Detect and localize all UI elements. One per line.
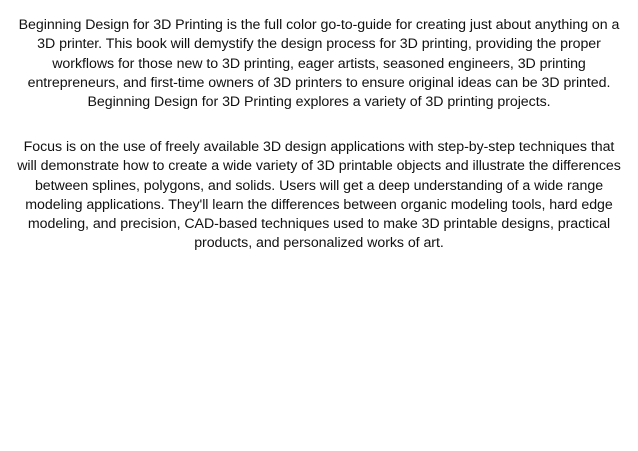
description-paragraph-2: Focus is on the use of freely available 3D design applications with step-by-step techniques that will demonstrate how to create a wide variety of 3D printable objects and illustrate the differences between splines, polygons, and solids. Users will get a deep understanding of a wide range modeling applications. They'll learn the differences between organic modeling tools, hard edge modeling, and precision, CAD-based techniques used to make 3D printable designs, practical products, and personalized works of art. <box>17 139 621 252</box>
description-paragraph-1: Beginning Design for 3D Printing is the full color go-to-guide for creating just about anything on a 3D printer. This book will demystify the design process for 3D printing, providing the proper workflows for those new to 3D printing, eager artists, seasoned engineers, 3D printing entrepreneurs, and first-time owners of 3D printers to ensure original ideas can be 3D printed. Beginning Design for 3D Printing explores a variety of 3D printing projects. <box>18 17 620 111</box>
